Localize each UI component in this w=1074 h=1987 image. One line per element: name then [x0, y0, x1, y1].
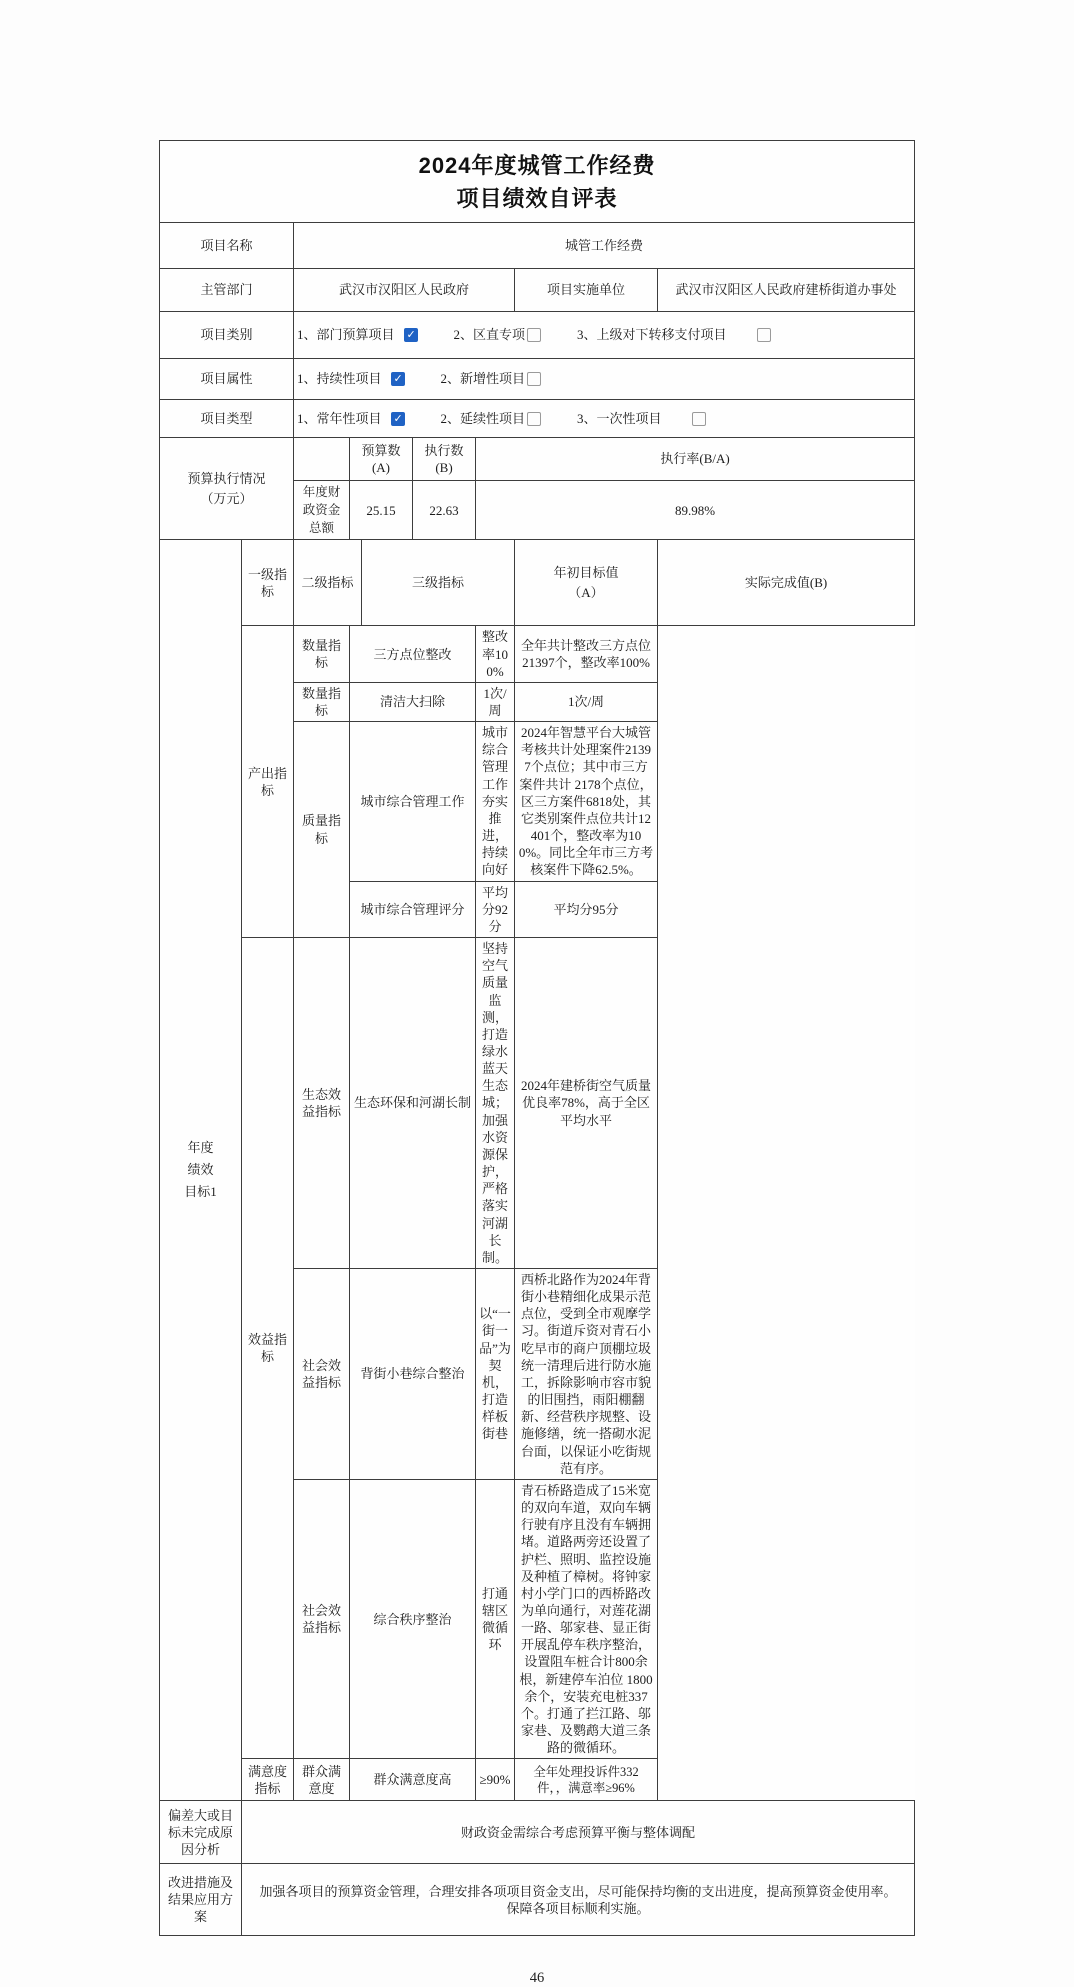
indicator-level2: 社会效益指标	[294, 1269, 350, 1480]
project-name-value: 城管工作经费	[294, 223, 915, 269]
type-option-1-label: 1、常年性项目	[297, 410, 382, 426]
category-option-2	[454, 326, 542, 343]
indicator-actual: 2024年建桥街空气质量优良率78%，高于全区平均水平	[515, 938, 658, 1269]
category-options-cell	[294, 312, 915, 359]
budget-label-line2: （万元）	[200, 490, 253, 506]
type-label: 项目类型	[160, 400, 294, 438]
budget-col-rate-header: 执行率(B/A)	[476, 438, 915, 481]
indicator-level2: 数量指标	[294, 682, 350, 721]
document-title-line1: 2024年度城管工作经费	[418, 152, 656, 178]
indicator-actual: 2024年智慧平台大城管考核共计处理案件21397个点位；其中市三方案件共计 2178个点位，区三方案件6818处，其它类别案件点位共计12401个，整改率为100%。同比全年市三方考核案件下降62.5%。	[515, 722, 658, 881]
header-level1: 一级指标	[242, 540, 294, 626]
category-option-1	[297, 326, 418, 343]
indicator-target: 1次/周	[476, 682, 515, 721]
budget-label	[160, 438, 294, 540]
indicator-name: 背街小巷综合整治	[350, 1269, 476, 1480]
type-option-1	[297, 410, 405, 427]
indicator-target: 以“一街一品”为契机，打造样板街巷	[476, 1269, 515, 1480]
impl-unit-value: 武汉市汉阳区人民政府建桥街道办事处	[658, 269, 915, 312]
budget-label-line1: 预算执行情况	[187, 471, 266, 487]
header-actual: 实际完成值(B)	[658, 540, 915, 626]
type-option-2-label: 2、延续性项目	[440, 410, 526, 426]
indicator-level2: 群众满意度	[294, 1759, 350, 1801]
indicator-name: 三方点位整改	[350, 626, 476, 682]
indicator-name: 城市综合管理工作	[350, 722, 476, 881]
document-title-cell	[160, 141, 915, 223]
indicator-level2: 生态效益指标	[294, 938, 350, 1269]
category-option-2-checkbox[interactable]	[527, 328, 541, 342]
budget-col-a-header: 预算数(A)	[350, 438, 413, 481]
budget-row-label: 年度财政资金总额	[294, 481, 350, 540]
group-output-label: 产出指标	[242, 626, 294, 938]
improvement-value	[242, 1864, 915, 1936]
project-name-label: 项目名称	[160, 223, 294, 269]
header-target-line2: （A）	[568, 584, 604, 600]
header-target-line1: 年初目标值	[553, 565, 619, 581]
indicator-name: 综合秩序整治	[350, 1479, 476, 1759]
indicator-target: 整改率100%	[476, 626, 515, 682]
self-evaluation-sheet	[159, 140, 915, 1987]
type-options-cell	[294, 400, 915, 438]
type-option-3-label: 3、一次性项目	[577, 410, 662, 426]
deviation-label: 偏差大或目标未完成原因分析	[160, 1801, 242, 1864]
page-number: 46	[529, 1970, 545, 1987]
improvement-value-line1: 加强各项目的预算资金管理，合理安排各项项目资金支出，尽可能保持均衡的支出进度，提高预算资金使用率。	[259, 1883, 897, 1899]
annual-goal-cell	[160, 540, 242, 1801]
attribute-option-2-checkbox[interactable]	[527, 372, 541, 386]
indicator-actual: 全年共计整改三方点位21397个，整改率100%	[515, 626, 658, 682]
indicator-target: 平均分92分	[476, 881, 515, 937]
budget-value-rate: 89.98%	[476, 481, 915, 540]
annual-goal-label: 年度绩效目标1	[184, 1140, 217, 1200]
attribute-option-2-label: 2、新增性项目	[440, 371, 526, 387]
indicator-actual: 青石桥路造成了15米宽的双向车道，双向车辆行驶有序且没有车辆拥堵。道路两旁还设置了护栏、照明、监控设施及种植了樟树。将钟家村小学门口的西桥路改为单向通行，对莲花湖一路、邬家巷、显正街开展乱停车秩序整治，设置阻车桩合计800余根，新建停车泊位 1800余个，安装充电桩337个。打通了拦江路、邬家巷、及鹦鹉大道三条路的微循环。	[515, 1479, 658, 1759]
indicator-name: 清洁大扫除	[350, 682, 476, 721]
category-option-1-label: 1、部门预算项目	[297, 327, 395, 343]
category-label: 项目类别	[160, 312, 294, 359]
budget-col-b-header: 执行数(B)	[413, 438, 476, 481]
indicator-target: 坚持空气质量监测，打造绿水蓝天生态城；加强水资源保护，严格落实河湖长制。	[476, 938, 515, 1269]
attribute-options-cell	[294, 359, 915, 400]
category-option-3-checkbox[interactable]	[757, 328, 771, 342]
indicator-level2: 社会效益指标	[294, 1479, 350, 1759]
group-benefit-label: 效益指标	[242, 938, 294, 1759]
type-option-1-checkbox[interactable]	[391, 412, 405, 426]
budget-value-b: 22.63	[413, 481, 476, 540]
attribute-option-2	[441, 370, 542, 387]
dept-value: 武汉市汉阳区人民政府	[294, 269, 515, 312]
improvement-value-line2: 保障各项目标顺利实施。	[506, 1900, 650, 1916]
header-level3: 三级指标	[362, 540, 515, 626]
category-option-2-label: 2、区直专项	[453, 327, 526, 343]
category-option-3	[577, 326, 771, 343]
performance-table	[159, 140, 915, 1936]
category-option-1-checkbox[interactable]	[404, 328, 418, 342]
attribute-label: 项目属性	[160, 359, 294, 400]
dept-label: 主管部门	[160, 269, 294, 312]
attribute-option-1-checkbox[interactable]	[391, 372, 405, 386]
group-satisfaction-label: 满意度指标	[242, 1759, 294, 1801]
indicator-actual: 西桥北路作为2024年背街小巷精细化成果示范点位，受到全市观摩学习。街道斥资对青石小吃早市的商户顶棚垃圾统一清理后进行防水施工，拆除影响市容市貌的旧围挡，雨阳棚翻新、经营秩序规整、设施修缮，统一搭砌水泥台面，以保证小吃街规范有序。	[515, 1269, 658, 1480]
indicator-actual: 全年处理投诉件332件，，满意率≥96%	[515, 1759, 658, 1801]
attribute-option-1	[297, 370, 405, 387]
type-option-2-checkbox[interactable]	[527, 412, 541, 426]
indicator-target: 打通辖区微循环	[476, 1479, 515, 1759]
indicator-level2: 质量指标	[294, 722, 350, 938]
type-option-3	[577, 410, 706, 427]
impl-unit-label: 项目实施单位	[515, 269, 658, 312]
improvement-label: 改进措施及结果应用方案	[160, 1864, 242, 1936]
indicator-target: ≥90%	[476, 1759, 515, 1801]
deviation-value: 财政资金需综合考虑预算平衡与整体调配	[242, 1801, 915, 1864]
indicator-target: 城市综合管理工作夯实推进，持续向好	[476, 722, 515, 881]
document-title-line2: 项目绩效自评表	[456, 185, 618, 211]
type-option-3-checkbox[interactable]	[692, 412, 706, 426]
indicator-level2: 数量指标	[294, 626, 350, 682]
indicator-name: 群众满意度高	[350, 1759, 476, 1801]
category-option-3-label: 3、上级对下转移支付项目	[577, 327, 727, 343]
indicator-actual: 1次/周	[515, 682, 658, 721]
indicator-name: 城市综合管理评分	[350, 881, 476, 937]
indicator-name: 生态环保和河湖长制	[350, 938, 476, 1269]
header-target	[515, 540, 658, 626]
budget-value-a: 25.15	[350, 481, 413, 540]
header-level2: 二级指标	[294, 540, 362, 626]
budget-empty-cell	[294, 438, 350, 481]
indicator-actual: 平均分95分	[515, 881, 658, 937]
attribute-option-1-label: 1、持续性项目	[297, 371, 382, 387]
type-option-2	[441, 410, 542, 427]
